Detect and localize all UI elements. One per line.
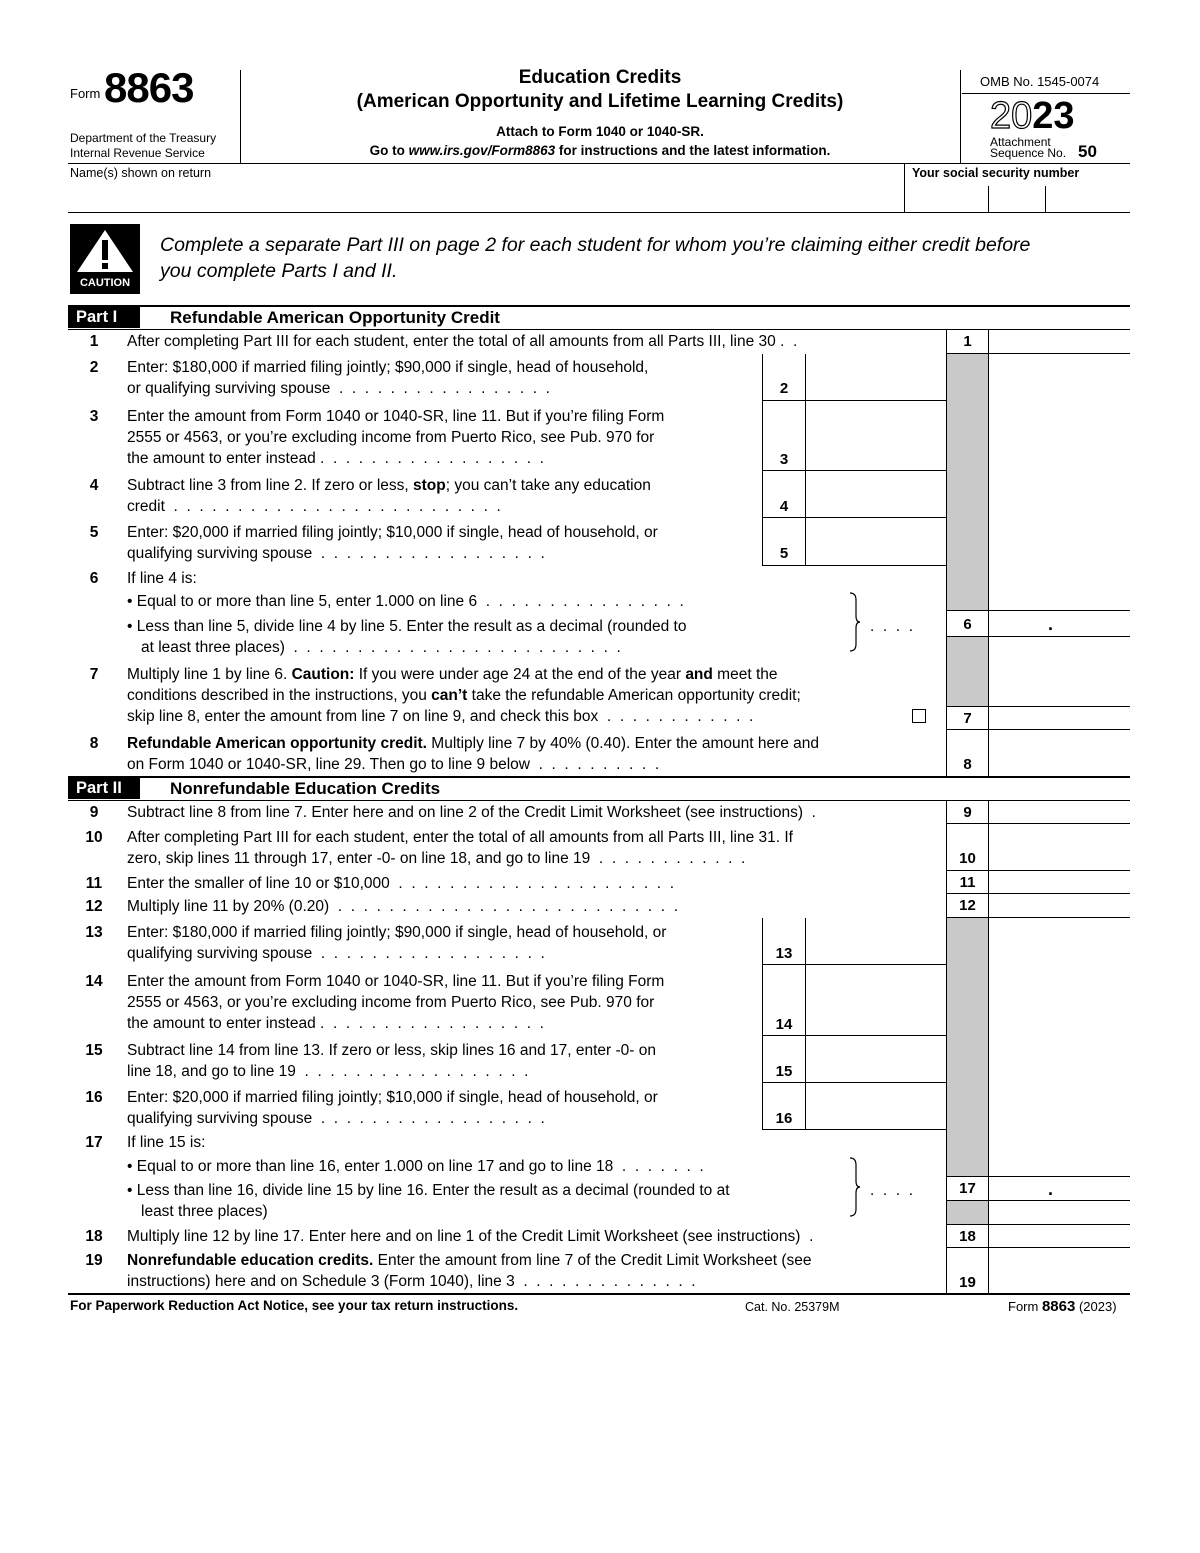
line-box-label: 2 xyxy=(779,380,789,397)
line-number: 18 xyxy=(85,1228,103,1245)
brace-icon xyxy=(848,1157,862,1217)
irs-label: Internal Revenue Service xyxy=(70,146,205,160)
caution-icon: CAUTION xyxy=(70,224,140,294)
part-1-label: Part I xyxy=(68,307,140,328)
line-6-amount-input[interactable] xyxy=(990,612,1128,634)
line-box-label: 3 xyxy=(779,451,789,468)
sequence-label: Sequence No. xyxy=(990,146,1067,160)
line-box-label: 12 xyxy=(959,897,976,914)
line-box-label: 18 xyxy=(959,1228,976,1245)
department-label: Department of the Treasury xyxy=(70,131,217,145)
line-number: 15 xyxy=(85,1042,103,1059)
caution-text: Complete a separate Part III on page 2 for each student for whom you’re claiming either credit before you complete Parts I and II. xyxy=(160,234,1031,282)
line-3-text: Enter the amount from Form 1040 or 1040-SR, line 11. But if you’re filing Form 2555 or 4563, or you’re excluding income from Puerto Rico, see Pub. 970 for the amount to enter instead . . . . . . . . . . . . . . . . . . xyxy=(127,408,665,467)
line-1-amount-input[interactable] xyxy=(990,331,1128,353)
names-label: Name(s) shown on return xyxy=(70,166,212,180)
line-number: 17 xyxy=(85,1134,103,1151)
line-6-bullet-2: • Less than line 5, divide line 4 by line 5. Enter the result as a decimal (rounded to at least three places) . . . . . . . . . . . . . . . . . . . . . . . . . . xyxy=(127,618,687,656)
line-10-text: After completing Part III for each student, enter the total of all amounts from all Parts III, line 31. If zero, skip lines 11 through 17, enter -0- on line 18, and go to line 19 . . . . . . . . . . . . xyxy=(127,829,793,867)
line-16-text: Enter: $20,000 if married filing jointly; $10,000 if single, head of household, or qualifying surviving spouse . . . . . . . . . . . . . . . . . . xyxy=(127,1089,658,1127)
line-box-label: 13 xyxy=(775,945,793,962)
part-1-title: Refundable American Opportunity Credit xyxy=(170,308,500,327)
line-3-amount-input[interactable] xyxy=(807,402,945,468)
line-12-text: Multiply line 11 by 20% (0.20) . . . . . . . . . . . . . . . . . . . . . . . . . . . xyxy=(127,898,679,915)
line-number: 3 xyxy=(89,408,99,425)
line-number: 6 xyxy=(89,570,99,587)
line-number: 11 xyxy=(85,875,103,892)
line-number: 1 xyxy=(89,333,99,350)
line-17-amount-input[interactable] xyxy=(990,1178,1128,1199)
line-number: 8 xyxy=(89,735,99,752)
line-4-text: Subtract line 3 from line 2. If zero or less, stop; you can’t take any education credit . . . . . . . . . . . . . . . . . . . . . . . . . . xyxy=(127,477,651,515)
line-19-amount-input[interactable] xyxy=(990,1249,1128,1292)
line-number: 16 xyxy=(85,1089,103,1106)
line-number: 9 xyxy=(89,804,99,821)
line-box-label: 6 xyxy=(963,616,972,633)
line-17-bullet-2: • Less than line 16, divide line 15 by line 16. Enter the result as a decimal (rounded to at least three places) xyxy=(127,1182,730,1220)
line-15-text: Subtract line 14 from line 13. If zero or less, skip lines 16 and 17, enter -0- on line 18, and go to line 19 . . . . . . . . . . . . . . . . . . xyxy=(127,1042,656,1080)
line-box-label: 10 xyxy=(959,850,976,867)
paperwork-notice: For Paperwork Reduction Act Notice, see your tax return instructions. xyxy=(70,1298,519,1313)
footer-form-id: Form 8863 (2023) xyxy=(1008,1298,1117,1315)
part-2-label: Part II xyxy=(68,778,140,799)
form-number: 8863 xyxy=(104,64,194,111)
line-box-label: 1 xyxy=(963,333,972,350)
form-label: Form xyxy=(70,86,101,101)
line-4-amount-input[interactable] xyxy=(807,472,945,515)
form-title: Education Credits xyxy=(518,67,682,88)
line-number: 19 xyxy=(85,1252,103,1269)
decimal-point: . xyxy=(1048,614,1054,634)
line-9-text: Subtract line 8 from line 7. Enter here and on line 2 of the Credit Limit Worksheet (see instructions) . xyxy=(127,804,816,821)
line-14-amount-input[interactable] xyxy=(807,966,945,1033)
line-box-label: 19 xyxy=(959,1274,976,1291)
line-number: 7 xyxy=(89,666,99,683)
brace-icon xyxy=(848,592,862,652)
shaded-area xyxy=(947,1201,988,1224)
line-7-amount-input[interactable] xyxy=(990,708,1128,728)
line-number: 2 xyxy=(89,359,99,376)
shaded-area xyxy=(947,354,988,610)
line-8-amount-input[interactable] xyxy=(990,731,1128,775)
line-11-amount-input[interactable] xyxy=(990,872,1128,892)
line-2-amount-input[interactable] xyxy=(807,356,945,398)
line-box-label: 15 xyxy=(775,1063,793,1080)
attachment-label: Attachment xyxy=(990,135,1051,149)
line-box-label: 11 xyxy=(959,874,976,891)
dots: . . . . xyxy=(870,618,914,635)
line-14-text: Enter the amount from Form 1040 or 1040-SR, line 11. But if you’re filing Form 2555 or 4563, or you’re excluding income from Puerto Rico, see Pub. 970 for the amount to enter instead . . . . . . . . . . . . . . . . . . xyxy=(127,973,665,1032)
line-15-amount-input[interactable] xyxy=(807,1037,945,1080)
line-5-text: Enter: $20,000 if married filing jointly; $10,000 if single, head of household, or qualifying surviving spouse . . . . . . . . . . . . . . . . . . xyxy=(127,524,658,562)
shaded-area xyxy=(947,918,988,1176)
line-18-amount-input[interactable] xyxy=(990,1226,1128,1246)
line-16-amount-input[interactable] xyxy=(807,1084,945,1127)
form-subtitle: (American Opportunity and Lifetime Learning Credits) xyxy=(356,91,844,112)
line-2-text: Enter: $180,000 if married filing jointly; $90,000 if single, head of household, or qualifying surviving spouse . . . . . . . . . . . . . . . . . xyxy=(127,359,649,397)
names-input[interactable] xyxy=(70,182,900,210)
line-1-text: After completing Part III for each student, enter the total of all amounts from all Parts III, line 30 . . xyxy=(127,333,798,350)
line-7-checkbox[interactable] xyxy=(912,709,926,723)
line-number: 14 xyxy=(85,973,103,990)
line-box-label: 16 xyxy=(775,1110,793,1127)
part-2-title: Nonrefundable Education Credits xyxy=(170,779,441,798)
omb-number: OMB No. 1545-0074 xyxy=(980,74,1100,89)
line-18-text: Multiply line 12 by line 17. Enter here and on line 1 of the Credit Limit Worksheet (see instructions) . xyxy=(127,1228,814,1245)
attach-instruction: Attach to Form 1040 or 1040-SR. xyxy=(496,124,704,139)
line-7-text: Multiply line 1 by line 6. Caution: If you were under age 24 at the end of the year and meet the conditions described in the instructions, you can’t take the refundable American opportunity credit; skip line 8, enter the amount from line 7 on line 9, and check this box . . . . . . . . . . . . xyxy=(127,666,801,725)
catalog-number: Cat. No. 25379M xyxy=(745,1300,840,1314)
line-number: 5 xyxy=(89,524,99,541)
tax-year: 2023 xyxy=(990,95,1075,137)
line-8-text: Refundable American opportunity credit. Multiply line 7 by 40% (0.40). Enter the amount here and on Form 1040 or 1040-SR, line 29. Then go to line 9 below . . . . . . . . . . xyxy=(127,735,820,773)
sequence-number: 50 xyxy=(1078,142,1097,161)
line-number: 12 xyxy=(85,898,103,915)
ssn-input[interactable] xyxy=(906,184,1130,212)
line-box-label: 17 xyxy=(959,1180,976,1197)
ssn-label: Your social security number xyxy=(912,166,1080,180)
line-6-text: If line 4 is: xyxy=(127,570,197,587)
line-number: 10 xyxy=(85,829,103,846)
line-12-amount-input[interactable] xyxy=(990,895,1128,916)
line-9-amount-input[interactable] xyxy=(990,802,1128,822)
irs-url-link[interactable]: www.irs.gov/Form8863 xyxy=(408,143,556,158)
line-number: 13 xyxy=(85,924,103,941)
line-box-label: 5 xyxy=(779,545,789,562)
goto-instruction: Go to www.irs.gov/Form8863 for instructions and the latest information. xyxy=(369,143,831,158)
form-title-block xyxy=(242,66,958,160)
line-6-bullet-1: • Equal to or more than line 5, enter 1.000 on line 6 . . . . . . . . . . . . . . . . xyxy=(127,593,684,610)
line-box-label: 4 xyxy=(779,498,789,515)
line-13-amount-input[interactable] xyxy=(807,920,945,962)
shaded-area xyxy=(947,637,988,707)
line-box-label: 14 xyxy=(775,1016,793,1033)
line-19-text: Nonrefundable education credits. Enter the amount from line 7 of the Credit Limit Worksheet (see instructions) here and on Schedule 3 (Form 1040), line 3 . . . . . . . . . . . . . . xyxy=(127,1252,812,1290)
line-box-label: 8 xyxy=(963,756,972,773)
line-box-label: 7 xyxy=(963,710,972,727)
dots: . . . . xyxy=(870,1182,914,1199)
line-10-amount-input[interactable] xyxy=(990,825,1128,869)
line-11-text: Enter the smaller of line 10 or $10,000 . . . . . . . . . . . . . . . . . . . . . . xyxy=(127,875,675,892)
line-5-amount-input[interactable] xyxy=(807,519,945,563)
line-17-bullet-1: • Equal to or more than line 16, enter 1.000 on line 17 and go to line 18 . . . . . . . xyxy=(127,1158,704,1175)
line-box-label: 9 xyxy=(963,804,972,821)
line-17-text: If line 15 is: xyxy=(127,1134,206,1151)
decimal-point: . xyxy=(1048,1179,1054,1199)
line-number: 4 xyxy=(89,477,99,494)
line-13-text: Enter: $180,000 if married filing jointly; $90,000 if single, head of household, or qualifying surviving spouse . . . . . . . . . . . . . . . . . . xyxy=(127,924,667,962)
